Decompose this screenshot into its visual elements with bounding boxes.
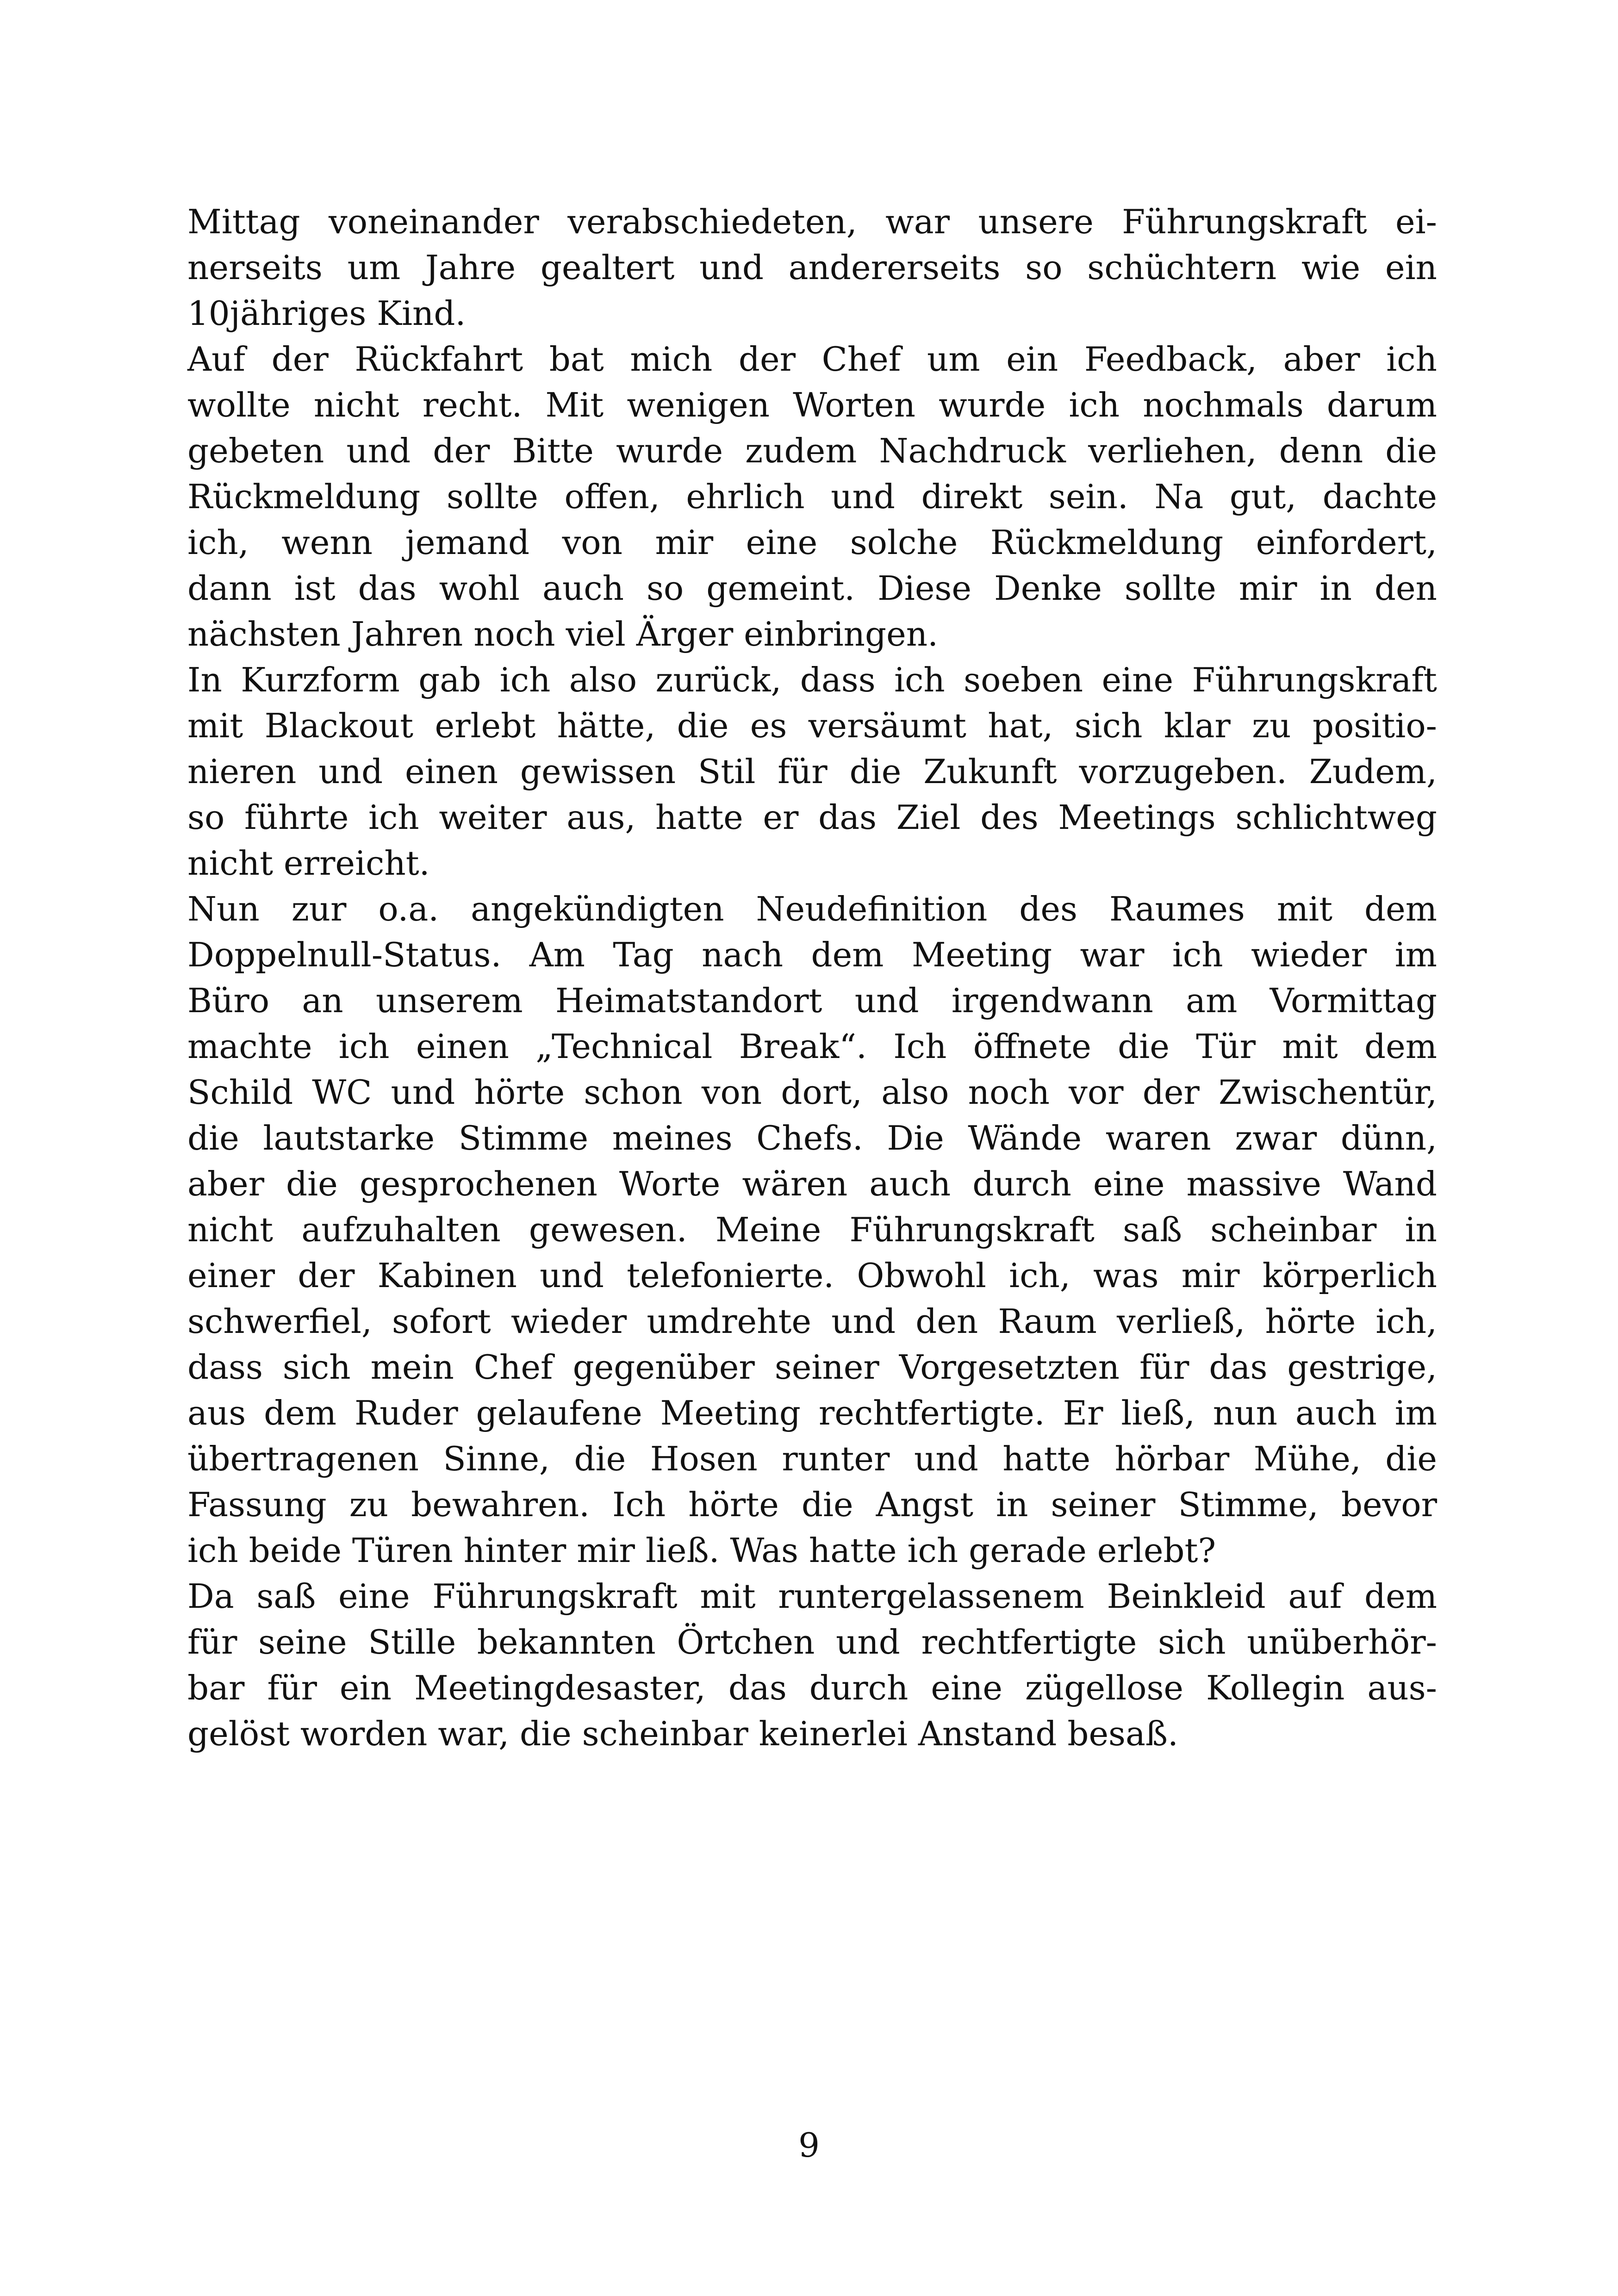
- text-line: nicht erreicht.: [187, 844, 430, 883]
- text-line: Fassung zu bewahren. Ich hörte die Angst in seiner Stimme, bevor: [187, 1485, 1437, 1524]
- text-line: dann ist das wohl auch so gemeint. Diese Denke sollte mir in den: [187, 569, 1437, 608]
- text-line: machte ich einen „Technical Break“. Ich öffnete die Tür mit dem: [187, 1027, 1437, 1066]
- paragraph: [187, 336, 1437, 657]
- text-line: ich, wenn jemand von mir eine solche Rückmeldung einfordert,: [187, 523, 1437, 562]
- page-number: 9: [798, 2126, 820, 2165]
- paragraph: [187, 1574, 1437, 1757]
- text-line: Nun zur o.a. angekündigten Neudefinition des Raumes mit dem: [187, 890, 1437, 928]
- text-line: für seine Stille bekannten Örtchen und rechtfertigte sich unüberhör-: [187, 1623, 1437, 1661]
- paragraph: [187, 886, 1437, 1574]
- text-line: nerseits um Jahre gealtert und andererseits so schüchtern wie ein: [187, 248, 1437, 287]
- text-line: ich beide Türen hinter mir ließ. Was hatte ich gerade erlebt?: [187, 1531, 1216, 1570]
- text-line: mit Blackout erlebt hätte, die es versäumt hat, sich klar zu positio-: [187, 706, 1437, 745]
- text-line: Auf der Rückfahrt bat mich der Chef um ein Feedback, aber ich: [187, 340, 1437, 379]
- text-line: Rückmeldung sollte offen, ehrlich und direkt sein. Na gut, dachte: [187, 477, 1437, 516]
- paragraph: [187, 657, 1437, 886]
- text-line: In Kurzform gab ich also zurück, dass ich soeben eine Führungskraft: [187, 660, 1437, 699]
- paragraph: [187, 199, 1437, 336]
- text-line: dass sich mein Chef gegenüber seiner Vorgesetzten für das gestrige,: [187, 1348, 1437, 1387]
- text-line: Büro an unserem Heimatstandort und irgendwann am Vormittag: [187, 981, 1437, 1020]
- text-line: Da saß eine Führungskraft mit runtergelassenem Beinkleid auf dem: [187, 1577, 1437, 1616]
- text-line: nieren und einen gewissen Stil für die Zukunft vorzugeben. Zudem,: [187, 752, 1437, 791]
- text-line: Schild WC und hörte schon von dort, also noch vor der Zwischentür,: [187, 1073, 1437, 1112]
- text-line: die lautstarke Stimme meines Chefs. Die Wände waren zwar dünn,: [187, 1119, 1437, 1157]
- text-line: einer der Kabinen und telefonierte. Obwohl ich, was mir körperlich: [187, 1256, 1437, 1295]
- text-line: 10jähriges Kind.: [187, 294, 466, 333]
- text-line: nächsten Jahren noch viel Ärger einbringen.: [187, 615, 939, 653]
- text-line: aber die gesprochenen Worte wären auch durch eine massive Wand: [187, 1164, 1437, 1203]
- text-line: gelöst worden war, die scheinbar keinerlei Anstand besaß.: [187, 1714, 1178, 1753]
- text-line: wollte nicht recht. Mit wenigen Worten wurde ich nochmals darum: [187, 386, 1437, 424]
- text-line: so führte ich weiter aus, hatte er das Ziel des Meetings schlichtweg: [187, 798, 1437, 837]
- text-line: gebeten und der Bitte wurde zudem Nachdruck verliehen, denn die: [187, 431, 1437, 470]
- text-line: Doppelnull-Status. Am Tag nach dem Meeting war ich wieder im: [187, 935, 1437, 974]
- text-line: aus dem Ruder gelaufene Meeting rechtfertigte. Er ließ, nun auch im: [187, 1394, 1437, 1432]
- text-line: Mittag voneinander verabschiedeten, war unsere Führungskraft ei-: [187, 202, 1437, 241]
- text-line: übertragenen Sinne, die Hosen runter und hatte hörbar Mühe, die: [187, 1439, 1437, 1478]
- text-line: nicht aufzuhalten gewesen. Meine Führungskraft saß scheinbar in: [187, 1210, 1437, 1249]
- body-text: [187, 199, 1437, 1757]
- text-line: schwerfiel, sofort wieder umdrehte und den Raum verließ, hörte ich,: [187, 1302, 1437, 1341]
- text-line: bar für ein Meetingdesaster, das durch eine zügellose Kollegin aus-: [187, 1668, 1437, 1707]
